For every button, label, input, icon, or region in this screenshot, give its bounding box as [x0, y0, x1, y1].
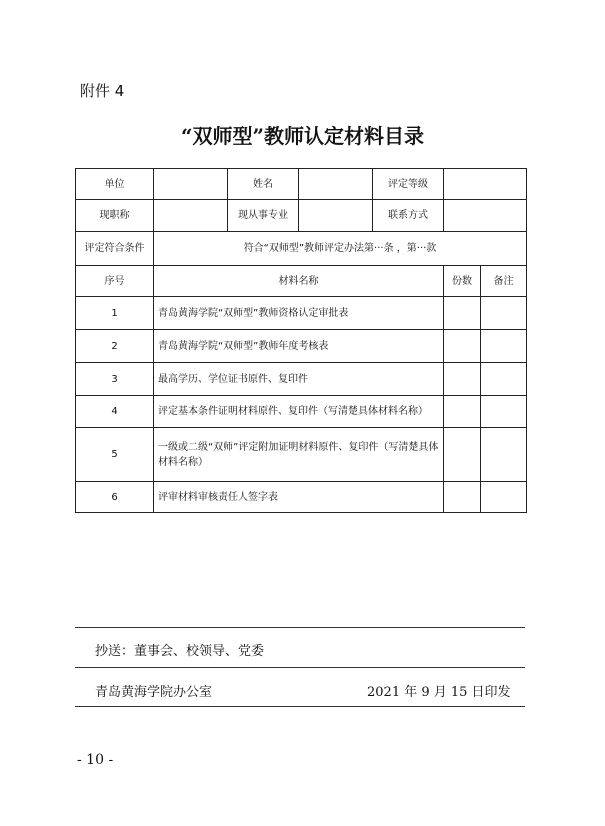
row-copies-cell[interactable]: [444, 363, 481, 396]
condition-label: 评定符合条件: [76, 232, 154, 266]
row-remarks-cell[interactable]: [481, 428, 527, 482]
row-material-name: 青岛黄海学院“双师型”教师年度考核表: [154, 330, 444, 363]
header-no: 序号: [76, 266, 154, 297]
specialty-value-cell[interactable]: [299, 200, 373, 232]
row-copies-cell[interactable]: [444, 396, 481, 428]
row-number: 3: [76, 363, 154, 396]
contact-label: 联系方式: [373, 200, 444, 232]
row-number: 1: [76, 297, 154, 330]
issuing-office: 青岛黄海学院办公室: [95, 685, 213, 700]
row-copies-cell[interactable]: [444, 482, 481, 513]
table-row: [76, 297, 527, 330]
materials-header-row: [76, 266, 527, 297]
issue-date: 2021 年 9 月 15 日印发: [367, 685, 511, 700]
footer-bottom-rule: [75, 706, 525, 707]
position-value-cell[interactable]: [154, 200, 228, 232]
grade-label: 评定等级: [373, 169, 444, 200]
row-remarks-cell[interactable]: [481, 363, 527, 396]
row-number: 5: [76, 428, 154, 482]
row-material-name: 评定基本条件证明材料原件、复印件（写清楚具体材料名称）: [154, 396, 444, 428]
name-label: 姓名: [228, 169, 299, 200]
row-material-name: 最高学历、学位证书原件、复印件: [154, 363, 444, 396]
row-material-name: 评审材料审核责任人签字表: [154, 482, 444, 513]
cc-line: 抄送：董事会、校领导、党委: [95, 644, 265, 659]
table-row: [76, 363, 527, 396]
attachment-label: 附件 4: [80, 82, 125, 100]
specialty-label: 现从事专业: [228, 200, 299, 232]
form-row-condition: [76, 232, 527, 266]
header-copies: 份数: [444, 266, 481, 297]
footer-middle-rule: [75, 667, 525, 668]
row-copies-cell[interactable]: [444, 297, 481, 330]
materials-table: [75, 168, 527, 513]
header-remarks: 备注: [481, 266, 527, 297]
unit-value-cell[interactable]: [154, 169, 228, 200]
page-number: - 10 -: [77, 752, 114, 768]
condition-value: 符合“双师型”教师评定办法第···条 ，第···款: [154, 232, 527, 266]
grade-value-cell[interactable]: [444, 169, 527, 200]
table-row: [76, 330, 527, 363]
contact-value-cell[interactable]: [444, 200, 527, 232]
row-number: 4: [76, 396, 154, 428]
row-copies-cell[interactable]: [444, 428, 481, 482]
row-remarks-cell[interactable]: [481, 297, 527, 330]
row-remarks-cell[interactable]: [481, 482, 527, 513]
footer-top-rule: [75, 627, 525, 628]
row-material-name: 一级或二级“双师”评定附加证明材料原件、复印件（写清楚具体材料名称）: [154, 428, 444, 482]
header-material-name: 材料名称: [154, 266, 444, 297]
position-label: 现职称: [76, 200, 154, 232]
row-number: 2: [76, 330, 154, 363]
row-number: 6: [76, 482, 154, 513]
table-row: [76, 396, 527, 428]
row-material-name: 青岛黄海学院“双师型”教师资格认定审批表: [154, 297, 444, 330]
row-copies-cell[interactable]: [444, 330, 481, 363]
table-row: [76, 428, 527, 482]
document-title: “双师型”教师认定材料目录: [180, 124, 424, 148]
form-row-unit: [76, 169, 527, 200]
name-value-cell[interactable]: [299, 169, 373, 200]
form-row-position: [76, 200, 527, 232]
table-row: [76, 482, 527, 513]
row-remarks-cell[interactable]: [481, 396, 527, 428]
unit-label: 单位: [76, 169, 154, 200]
row-remarks-cell[interactable]: [481, 330, 527, 363]
